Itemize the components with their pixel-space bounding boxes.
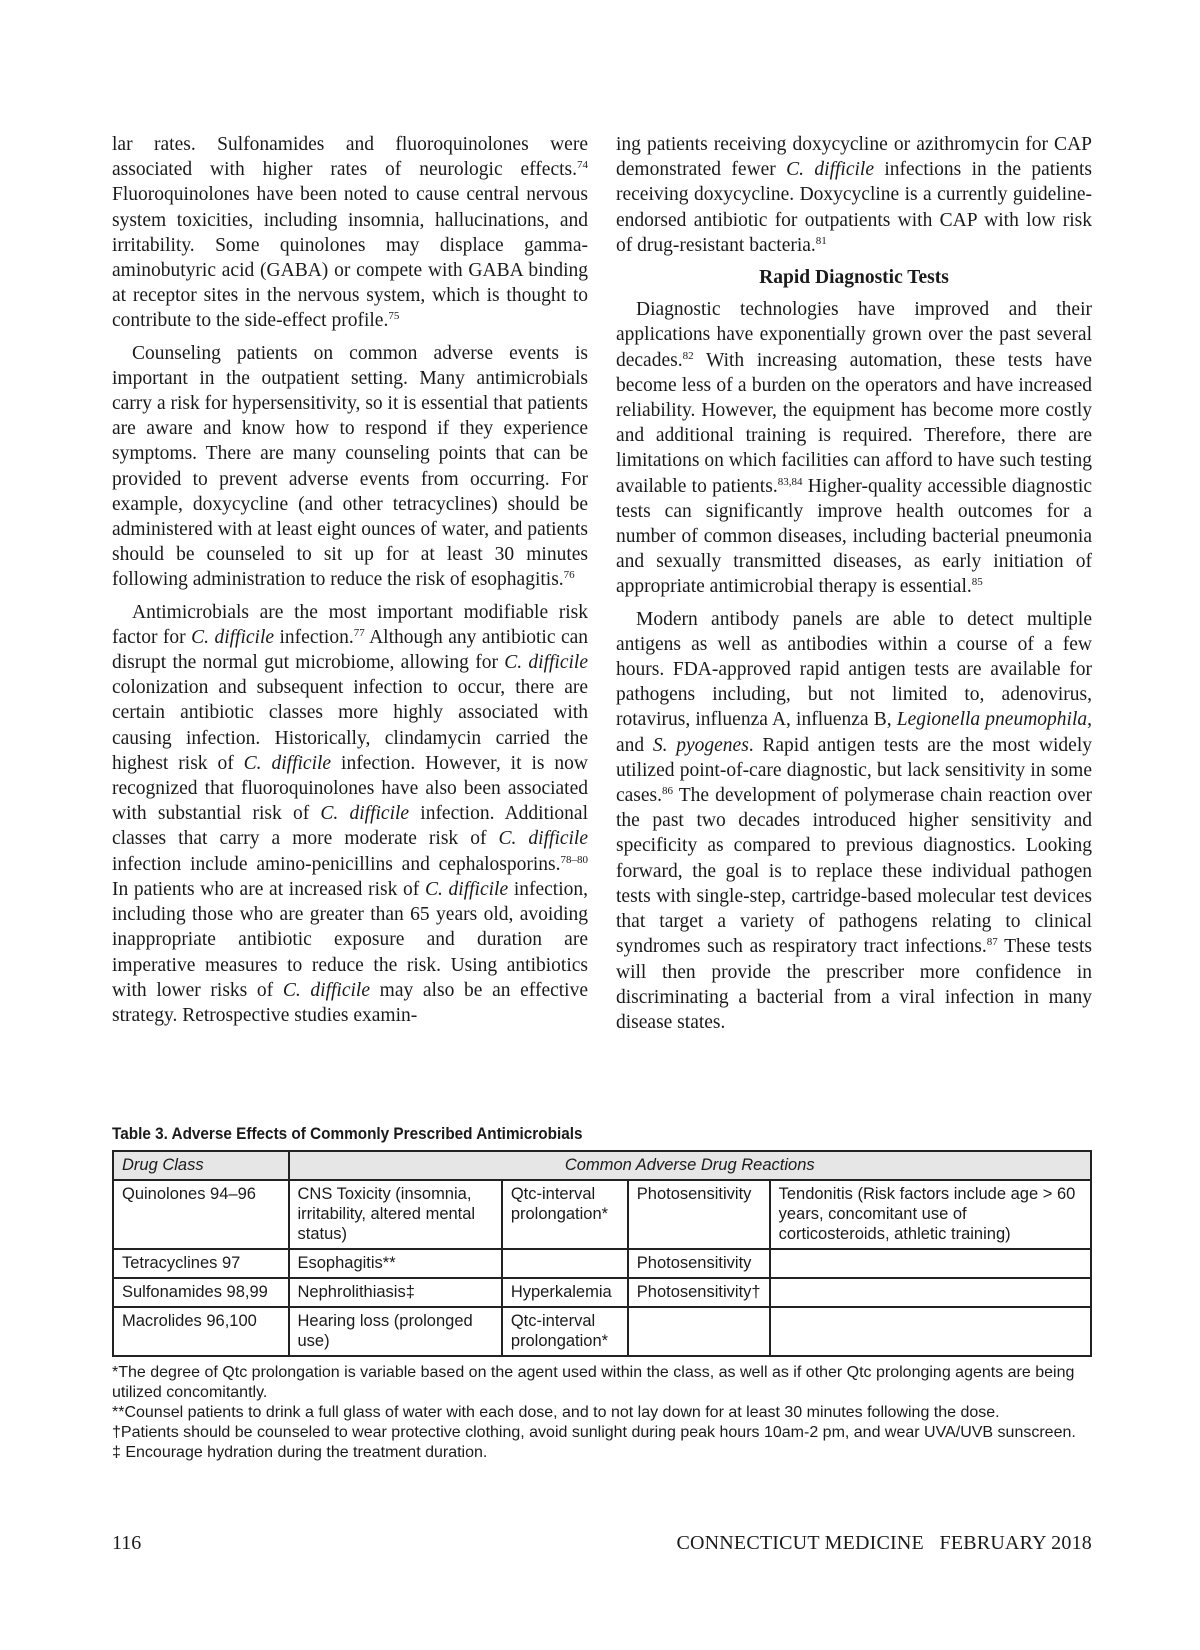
right-column <box>616 132 1092 1104</box>
reaction-cell: Hyperkalemia <box>502 1278 628 1307</box>
footnote: *The degree of Qtc prolongation is variable based on the agent used within the class, as well as if other Qtc prolonging agents are being utilized concomitantly. <box>112 1364 1075 1401</box>
citation: 77 <box>353 626 365 639</box>
paragraph: Modern antibody panels are able to detect multiple antigens as well as antibodies within a course of a few hours. FDA-approved rapid antigen tests are available for pathogens including, but not limited to, adenovirus, rotavirus, influenza A, influenza B, Legionella pneumophila, and S. pyogenes. Rapid antigen tests are the most widely utilized point-of-care diagnostic, but lack sensitivity in some cases.$^{86}$ The development of polymerase chain reaction over the past two decades introduced higher sensitivity and specificity as compared to previous diagnostics. Looking forward, the goal is to replace these individual pathogen tests with single-step, cartridge-based molecular test devices that target a variety of pathogens relating to clinical syndromes such as respiratory tract infections.$^{87}$ These tests will then provide the prescriber more confidence in discriminating a bacterial from a viral infection in many disease states. <box>616 608 1093 1033</box>
reaction-cell: Qtc-interval prolongation* <box>502 1307 628 1356</box>
drug-class-cell: Macrolides 96,100 <box>113 1307 289 1356</box>
page-number: 116 <box>112 1532 142 1554</box>
header-reactions: Common Adverse Drug Reactions <box>289 1151 1092 1180</box>
left-column <box>112 132 588 1104</box>
footnote: **Counsel patients to drink a full glass of water with each dose, and to not lay down for at least 30 minutes following the dose. <box>112 1404 1000 1421</box>
citation: 81 <box>815 234 827 247</box>
drug-class-cell: Tetracyclines 97 <box>113 1249 289 1278</box>
citation: 85 <box>971 576 983 589</box>
drug-class-cell: Quinolones 94–96 <box>113 1180 289 1249</box>
footnote: ‡ Encourage hydration during the treatment duration. <box>112 1444 488 1461</box>
reaction-cell: Esophagitis** <box>289 1249 502 1278</box>
citation: 87 <box>986 936 998 949</box>
reaction-cell: Tendonitis (Risk factors include age > 60 years, concomitant use of corticosteroids, athletic training) <box>770 1180 1091 1249</box>
reaction-cell: Hearing loss (prolonged use) <box>289 1307 502 1356</box>
table-header-row <box>113 1151 1091 1180</box>
header-drug-class: Drug Class <box>113 1151 289 1180</box>
body-text <box>112 132 1092 1104</box>
reaction-cell <box>502 1249 628 1278</box>
citation: 82 <box>682 349 694 362</box>
paragraph: Antimicrobials are the most important modifiable risk factor for C. difficile infection.$^{77}$ Although any antibiotic can disrupt the normal gut microbiome, allowing for C. difficile colonization and subsequent infection to occur, there are certain antibiotic classes more highly associated with causing infection. Historically, clindamycin carried the highest risk of C. difficile infection. However, it is now recognized that fluoroquinolones have also been associated with substantial risk of C. difficile infection. Additional classes that carry a more moderate risk of C. difficile infection include amino-penicillins and cephalosporins.$^{78-80}$ In patients who are at increased risk of C. difficile infection, including those who are greater than 65 years old, avoiding inappropriate antibiotic exposure and duration are imperative measures to reduce the risk. Using antibiotics with lower risks of C. difficile may also be an effective strategy. Retrospective studies examin- <box>112 601 589 1026</box>
footnote: †Patients should be counseled to wear protective clothing, avoid sunlight during peak hours 10am-2 pm, and wear UVA/UVB sunscreen. <box>112 1424 1076 1441</box>
reaction-cell <box>770 1249 1091 1278</box>
citation: 74 <box>577 159 588 172</box>
table-block <box>112 1124 1092 1463</box>
table-row <box>113 1278 1091 1307</box>
reaction-cell <box>770 1278 1091 1307</box>
drug-class-cell: Sulfonamides 98,99 <box>113 1278 289 1307</box>
table-row <box>113 1180 1091 1249</box>
section-heading: Rapid Diagnostic Tests <box>759 267 949 289</box>
reaction-cell: CNS Toxicity (insomnia, irritability, altered mental status) <box>289 1180 502 1249</box>
reaction-cell: Nephrolithiasis‡ <box>289 1278 502 1307</box>
adverse-effects-table <box>112 1150 1092 1357</box>
page-footer <box>112 1532 1092 1562</box>
table-row <box>113 1307 1091 1356</box>
reaction-cell: Photosensitivity <box>628 1249 770 1278</box>
citation: 75 <box>388 310 400 323</box>
citation: 76 <box>563 569 575 582</box>
reaction-cell <box>628 1307 770 1356</box>
reaction-cell: Photosensitivity† <box>628 1278 770 1307</box>
table-row <box>113 1249 1091 1278</box>
reaction-cell: Qtc-interval prolongation* <box>502 1180 628 1249</box>
paragraph: ing patients receiving doxycycline or azithromycin for CAP demonstrated fewer C. difficile infections in the patients receiving doxycycline. Doxycycline is a currently guideline-endorsed antibiotic for outpatients with CAP with low risk of drug-resistant bacteria.$^{81}$ <box>616 134 1093 256</box>
reaction-cell: Photosensitivity <box>628 1180 770 1249</box>
table-footnotes <box>112 1363 1092 1463</box>
table-caption: Table 3. Adverse Effects of Commonly Prescribed Antimicrobials <box>112 1124 583 1143</box>
paragraph: Counseling patients on common adverse events is important in the outpatient setting. Many antimicrobials carry a risk for hypersensitivity, so it is essential that patients are aware and know how to respond if they experience symptoms. There are many counseling points that can be provided to prevent adverse events from occurring. For example, doxycycline (and other tetracyclines) should be administered with at least eight ounces of water, and patients should be counseled to sit up for at least 30 minutes following administration to reduce the risk of esophagitis.$^{76}$ <box>112 342 588 591</box>
citation: 78–80 <box>560 853 588 866</box>
paragraph: lar rates. Sulfonamides and fluoroquinolones were associated with higher rates of neurologic effects.$^{74}$ Fluoroquinolones have been noted to cause central nervous system toxicities, including insomnia, hallucinations, and irritability. Some quinolones may displace gamma-aminobutyric acid (GABA) or compete with GABA binding at receptor sites in the nervous system, which is thought to contribute to the side-effect profile.$^{75}$ <box>112 134 588 332</box>
journal-running-footer: CONNECTICUT MEDICINE FEBRUARY 2018 <box>676 1532 1092 1554</box>
citation: 83,84 <box>777 475 803 488</box>
citation: 86 <box>662 785 674 798</box>
reaction-cell <box>770 1307 1091 1356</box>
paragraph: Diagnostic technologies have improved and their applications have exponentially grown over the past several decades.$^{82}$ With increasing automation, these tests have become less of a burden on the operators and have increased reliability. However, the equipment has become more costly and additional training is required. Therefore, there are limitations on which facilities can afford to have such testing available to patients.$^{83,84}$ Higher-quality accessible diagnostic tests can significantly improve health outcomes for a number of common diseases, including bacterial pneumonia and sexually transmitted diseases, as early initiation of appropriate antimicrobial therapy is essential.$^{85}$ <box>616 299 1092 598</box>
